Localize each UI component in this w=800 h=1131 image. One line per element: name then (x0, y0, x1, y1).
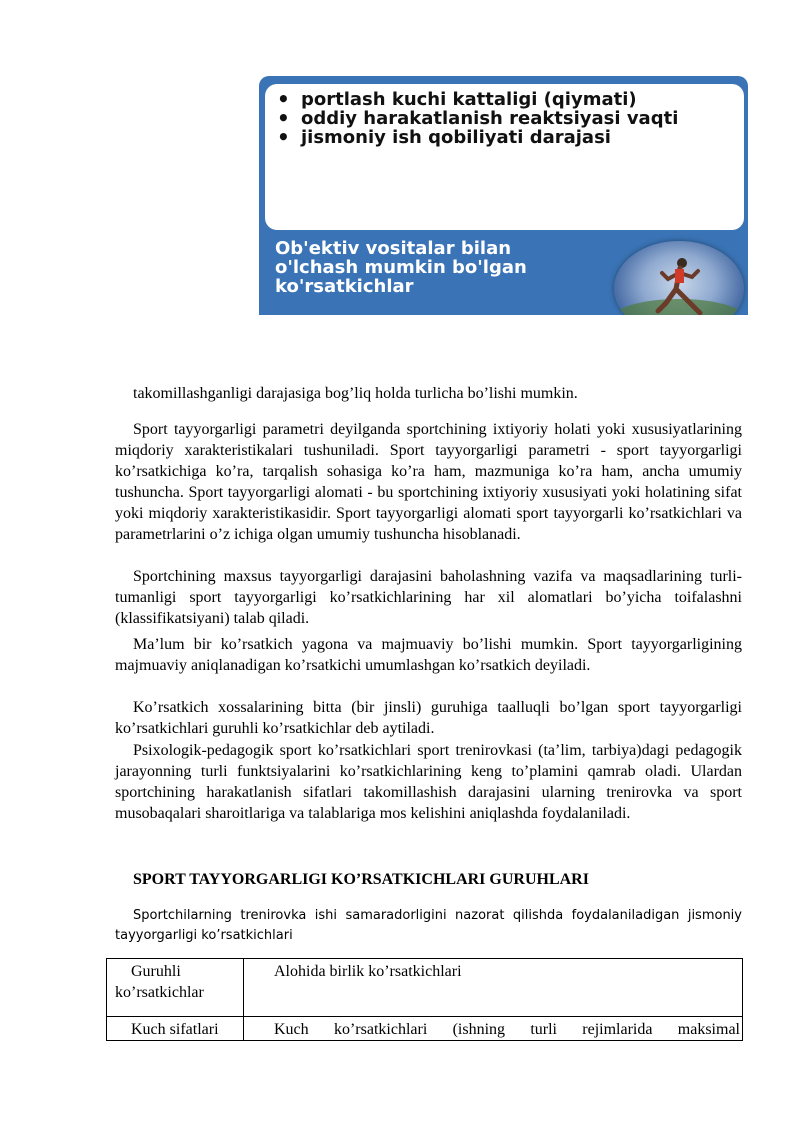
table-header-cell: Guruhli ko’rsatkichlar (107, 959, 244, 1017)
table-header-row (107, 959, 743, 1017)
infographic-list (265, 84, 744, 147)
paragraph: takomillashganligi darajasiga bog’liq holda turlicha bo’lishi mumkin. (133, 385, 578, 402)
table-caption: Sportchilarning trenirovka ishi samaradorligini nazorat qilishda foydalaniladigan jismoniy tayyorgarligi ko’rsatkichlari (115, 908, 742, 943)
infographic-bullet: • jismoniy ish qobiliyati darajasi (275, 128, 734, 147)
runner-icon (614, 241, 744, 315)
infographic-bullet: • oddiy harakatlanish reaktsiyasi vaqti (275, 109, 734, 128)
paragraph: Ko’rsatkich xossalarining bitta (bir jinsli) guruhiga taalluqli bo’lgan sport tayyorgarligi ko’rsatkichlari guruhli ko’rsatkichlar deb aytiladi. (115, 699, 742, 737)
infographic (259, 76, 748, 315)
runner-image (614, 241, 744, 315)
table-header-cell: Alohida birlik ko’rsatkichlari (244, 959, 743, 1017)
table-cell: Kuch sifatlari (107, 1017, 244, 1041)
paragraph: Sportchining maxsus tayyorgarligi darajasini baholashning vazifa va maqsadlarining turli-tumanligi sport tayyorgarligi ko’rsatkichlarining har xil alomatlari bo’yicha toifalashni (klassifikatsiyani) talab qiladi. (115, 568, 742, 627)
infographic-list-box (265, 84, 744, 230)
infographic-bullet: • portlash kuchi kattaligi (qiymati) (275, 90, 734, 109)
section-heading: SPORT TAYYORGARLIGI KO’RSATKICHLARI GURUHLARI (133, 871, 589, 888)
paragraph: Ma’lum bir ko’rsatkich yagona va majmuaviy bo’lishi mumkin. Sport tayyorgarligining majmuaviy aniqlanadigan ko’rsatkichi umumlashgan ko’rsatkich deyiladi. (115, 636, 742, 674)
infographic-caption: Ob'ektiv vositalar bilan o'lchash mumkin bo'lgan ko'rsatkichlar (275, 238, 527, 297)
indicators-table (106, 958, 743, 1041)
paragraph: Psixologik-pedagogik sport ko’rsatkichlari sport trenirovkasi (ta’lim, tarbiya)dagi pedagogik jarayonning turli funktsiyalarini ko’rsatkichlarining keng to’plamini qamrab oladi. Ulardan sportchining harakatlanish sifatlari takomillashish darajasini ularning trenirovka va sport musobaqalari sharoitlariga va talablariga mos kelishini aniqlashda foydalaniladi. (115, 742, 742, 822)
table-row (107, 1017, 743, 1041)
paragraph: Sport tayyorgarligi parametri deyilganda sportchining ixtiyoriy holati yoki xususiyatlarining miqdoriy xarakteristikalari tushuniladi. Sport tayyorgarligi parametri - sport tayyorgarligi ko’rsatkichiga ko’ra, tarqalish sohasiga ko’ra ham, mazmuniga ko’ra ham, ancha umumiy tushuncha. Sport tayyorgarligi alomati - bu sportchining ixtiyoriy xususiyati yoki holatining sifat yoki miqdoriy xarakteristikasidir. Sport tayyorgarligi alomati sport tayyorgarli ko’rsatkichlari va parametrlarini o’z ichiga olgan umumiy tushuncha hisoblanadi. (115, 421, 742, 543)
table-cell: Kuch ko’rsatkichlari (ishning turli rejimlarida maksimal (244, 1017, 743, 1041)
